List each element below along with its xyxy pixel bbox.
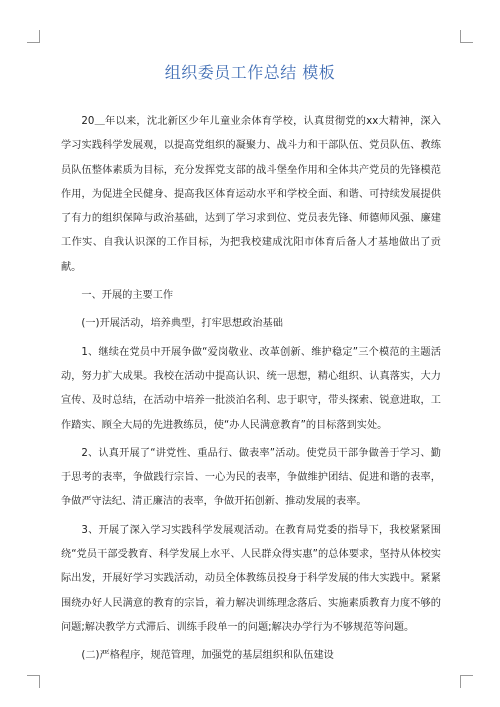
page-corner-mark-top-left — [27, 30, 40, 43]
paragraph-item-3: 3、开展了深入学习实践科学发展观活动。在教育局党委的指导下，我校紧紧围绕“党员干部受教育、科学发展上水平、人民群众得实惠”的总体要求，坚持从体校实际出发，开展好学习实践活动，动员全体教练员投身于科学发展的伟大实践中。紧紧围绕办好人民满意的教育的宗旨，着力解决训练理念落后、实施素质教育力度不够的问题;解决教学方式滞后、训练手段单一的问题;解决办学行为不够规范等问题。 — [61, 524, 441, 633]
page-corner-mark-bottom-left — [27, 675, 40, 688]
document-title: 组织委员工作总结 模板 — [164, 63, 336, 82]
section-heading-main-work: 一、开展的主要工作 — [81, 290, 174, 302]
document-body — [61, 110, 441, 673]
paragraph-item-2: 2、认真开展了“讲党性、重品行、做表率”活动。使党员干部争做善于学习、勤于思考的表率，争做践行宗旨、一心为民的表率，争做维护团结、促进和谐的表率，争做严守法纪、清正廉洁的表率，争做开拓创新、推动发展的表率。 — [61, 447, 441, 508]
page-corner-mark-bottom-right — [460, 675, 473, 688]
subsection-heading-procedure: (二)严格程序，规范管理，加强党的基层组织和队伍建设 — [81, 650, 334, 662]
paragraph-intro: 20＿年以来，沈北新区少年儿童业余体育学校，认真贯彻党的xx大精神，深入学习实践科学发展观，以提高党组织的凝聚力、战斗力和干部队伍、党员队伍、教练员队伍整体素质为目标，充分发挥党支部的战斗堡垒作用和全体共产党员的先锋模范作用，为促进全民健身、提高我区体育运动水平和学校全面、和谐、可持续发展提供了有力的组织保障与政治基础，达到了学习求到位、党员表先锋、师德师风强、廉建工作实、自我认识深的工作目标，为把我校建成沈阳市体育后备人才基地做出了贡献。 — [61, 116, 441, 273]
subsection-heading-activities: (一)开展活动，培养典型，打牢思想政治基础 — [81, 318, 283, 330]
page-corner-mark-top-right — [460, 30, 473, 43]
paragraph-item-1: 1、继续在党员中开展争做“爱岗敬业、改革创新、维护稳定”三个模范的主题活动，努力扩大成果。我校在活动中提高认识、统一思想，精心组织、认真落实，大力宣传、及时总结，在活动中培养一批淡泊名利、忠于职守，带头探索、锐意进取，工作踏实、顾全大局的先进教练员，使“办人民满意教育”的目标落到实处。 — [61, 346, 441, 431]
